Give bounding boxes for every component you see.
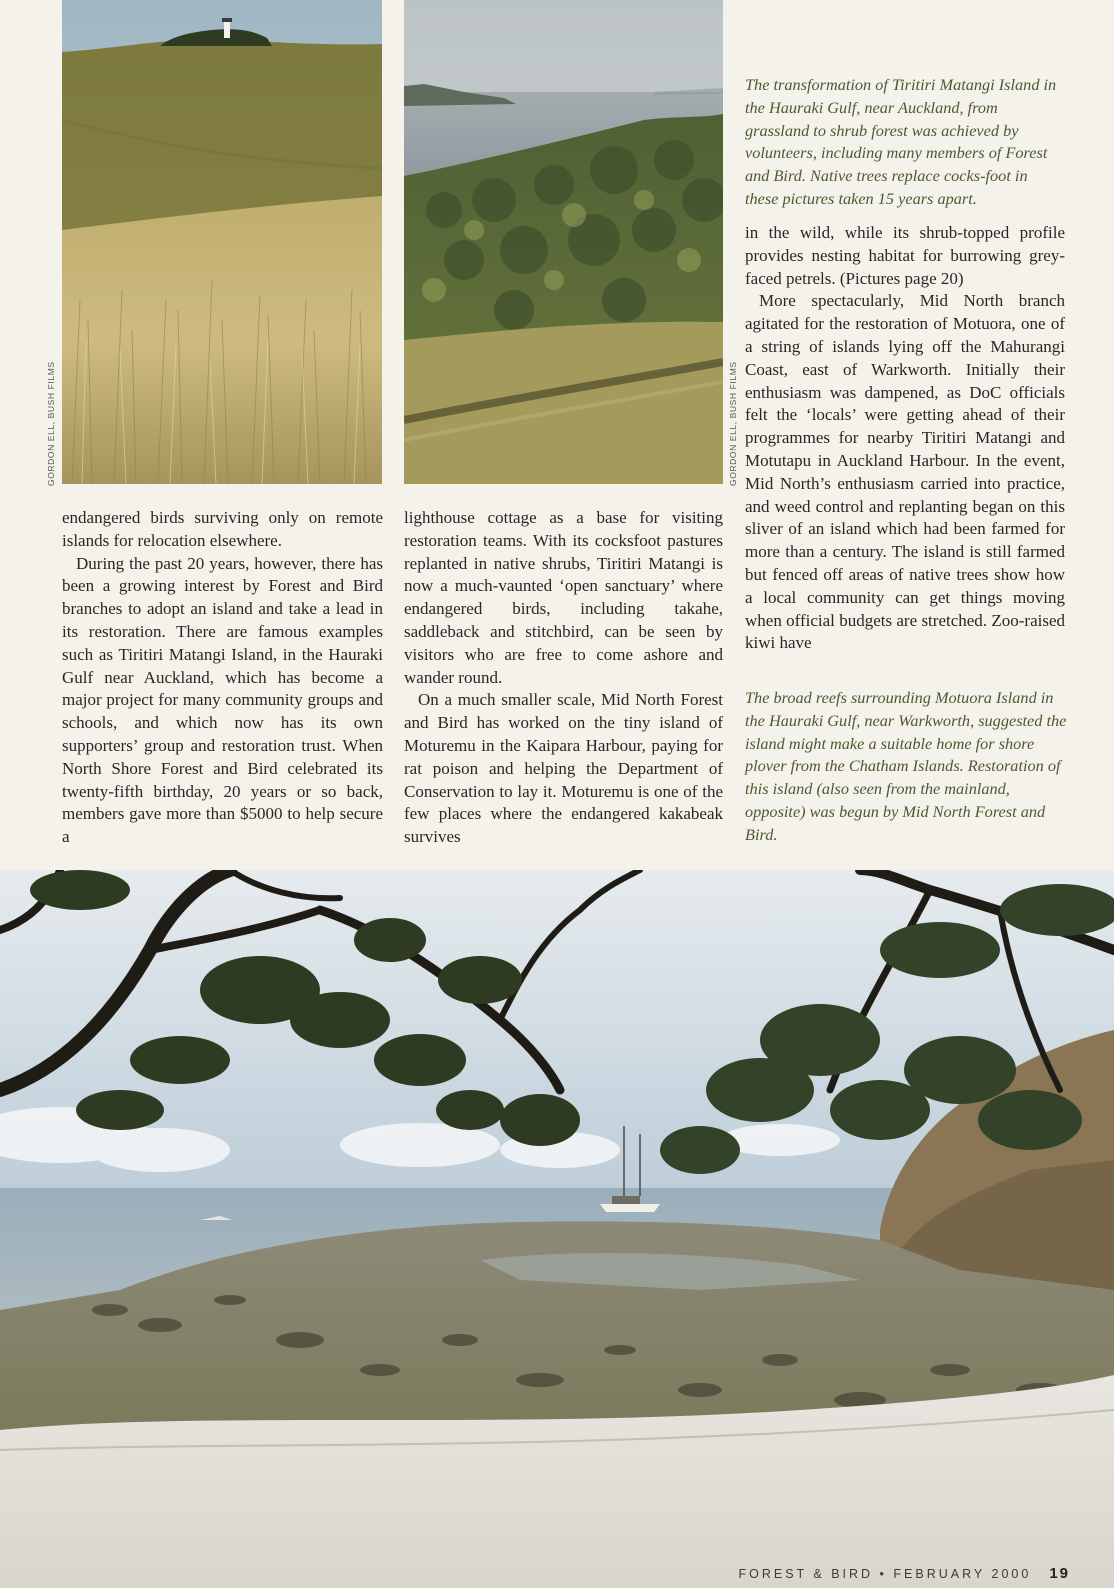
article-paragraph: On a much smaller scale, Mid North Forest and Bird has worked on the tiny island of Moturemu in the Kaipara Harbour, paying for rat poison and helping the Department of Conservation to lay it. Moturemu is one of the few places where the endangered kakabeak survives	[404, 690, 723, 847]
article-paragraph: endangered birds surviving only on remote islands for relocation elsewhere.	[62, 508, 383, 550]
article-paragraph: in the wild, while its shrub-topped profile provides nesting habitat for burrowing grey-faced petrels. (Pictures page 20)	[745, 223, 1065, 288]
photo-grassland-lighthouse	[62, 0, 382, 484]
article-paragraph: During the past 20 years, however, there has been a growing interest by Forest and Bird branches to adopt an island and take a lead in its restoration. There are famous examples such as Tiritiri Matangi Island, in the Hauraki Gulf near Auckland, which has become a major project for many community groups and schools, and which now has its own supporters’ group and restoration trust. When North Shore Forest and Bird celebrated its twenty-fifth birthday, 20 years or so back, members gave more than $5000 to help secure a	[62, 553, 383, 847]
photo-shrub-forest-harbour	[404, 0, 723, 484]
photo-motuora-reef-beach	[0, 870, 1114, 1588]
article-column-3	[745, 222, 1065, 655]
photo-credit-right: GORDON ELL, BUSH FILMS	[728, 361, 738, 486]
publication-name: FOREST & BIRD • FEBRUARY 2000	[738, 1567, 1032, 1581]
page-number: 19	[1049, 1565, 1070, 1582]
photo-credit-left: GORDON ELL, BUSH FILMS	[46, 361, 56, 486]
caption-tiritiri-transformation: The transformation of Tiritiri Matangi Island in the Hauraki Gulf, near Auckland, from grassland to shrub forest was achieved by volunteers, including many members of Forest and Bird. Native trees replace cocks-foot in these pictures taken 15 years apart.	[745, 75, 1057, 208]
caption-motuora-reefs: The broad reefs surrounding Motuora Island in the Hauraki Gulf, near Warkworth, suggested the island might make a suitable home for shore plover from the Chatham Islands. Restoration of this island (also seen from the mainland, opposite) was begun by Mid North Forest and Bird.	[745, 688, 1067, 844]
article-paragraph: More spectacularly, Mid North branch agitated for the restoration of Motuora, one of a string of islands lying off the Mahurangi Coast, east of Warkworth. Initially their enthusiasm was dampened, as DoC officials felt the ‘locals’ were getting ahead of their programmes for nearby Tiritiri Matangi and Motutapu in Auckland Harbour. In the event, Mid North’s enthusiasm carried into practice, and weed control and replanting began on this sliver of an island which had been farmed for more than a century. The island is still farmed but fenced off areas of native trees show how a local community can get things moving when official budgets are stretched. Zoo-raised kiwi have	[745, 291, 1065, 653]
page-footer	[738, 1565, 1070, 1582]
article-paragraph: lighthouse cottage as a base for visiting restoration teams. With its cocksfoot pastures replanted in native shrubs, Tiritiri Matangi is now a much-vaunted ‘open sanctuary’ where endangered birds, including takahe, saddleback and stitchbird, can be seen by visitors who are free to come ashore and wander round.	[404, 508, 723, 687]
article-column-2	[404, 507, 723, 849]
article-column-1	[62, 507, 383, 849]
